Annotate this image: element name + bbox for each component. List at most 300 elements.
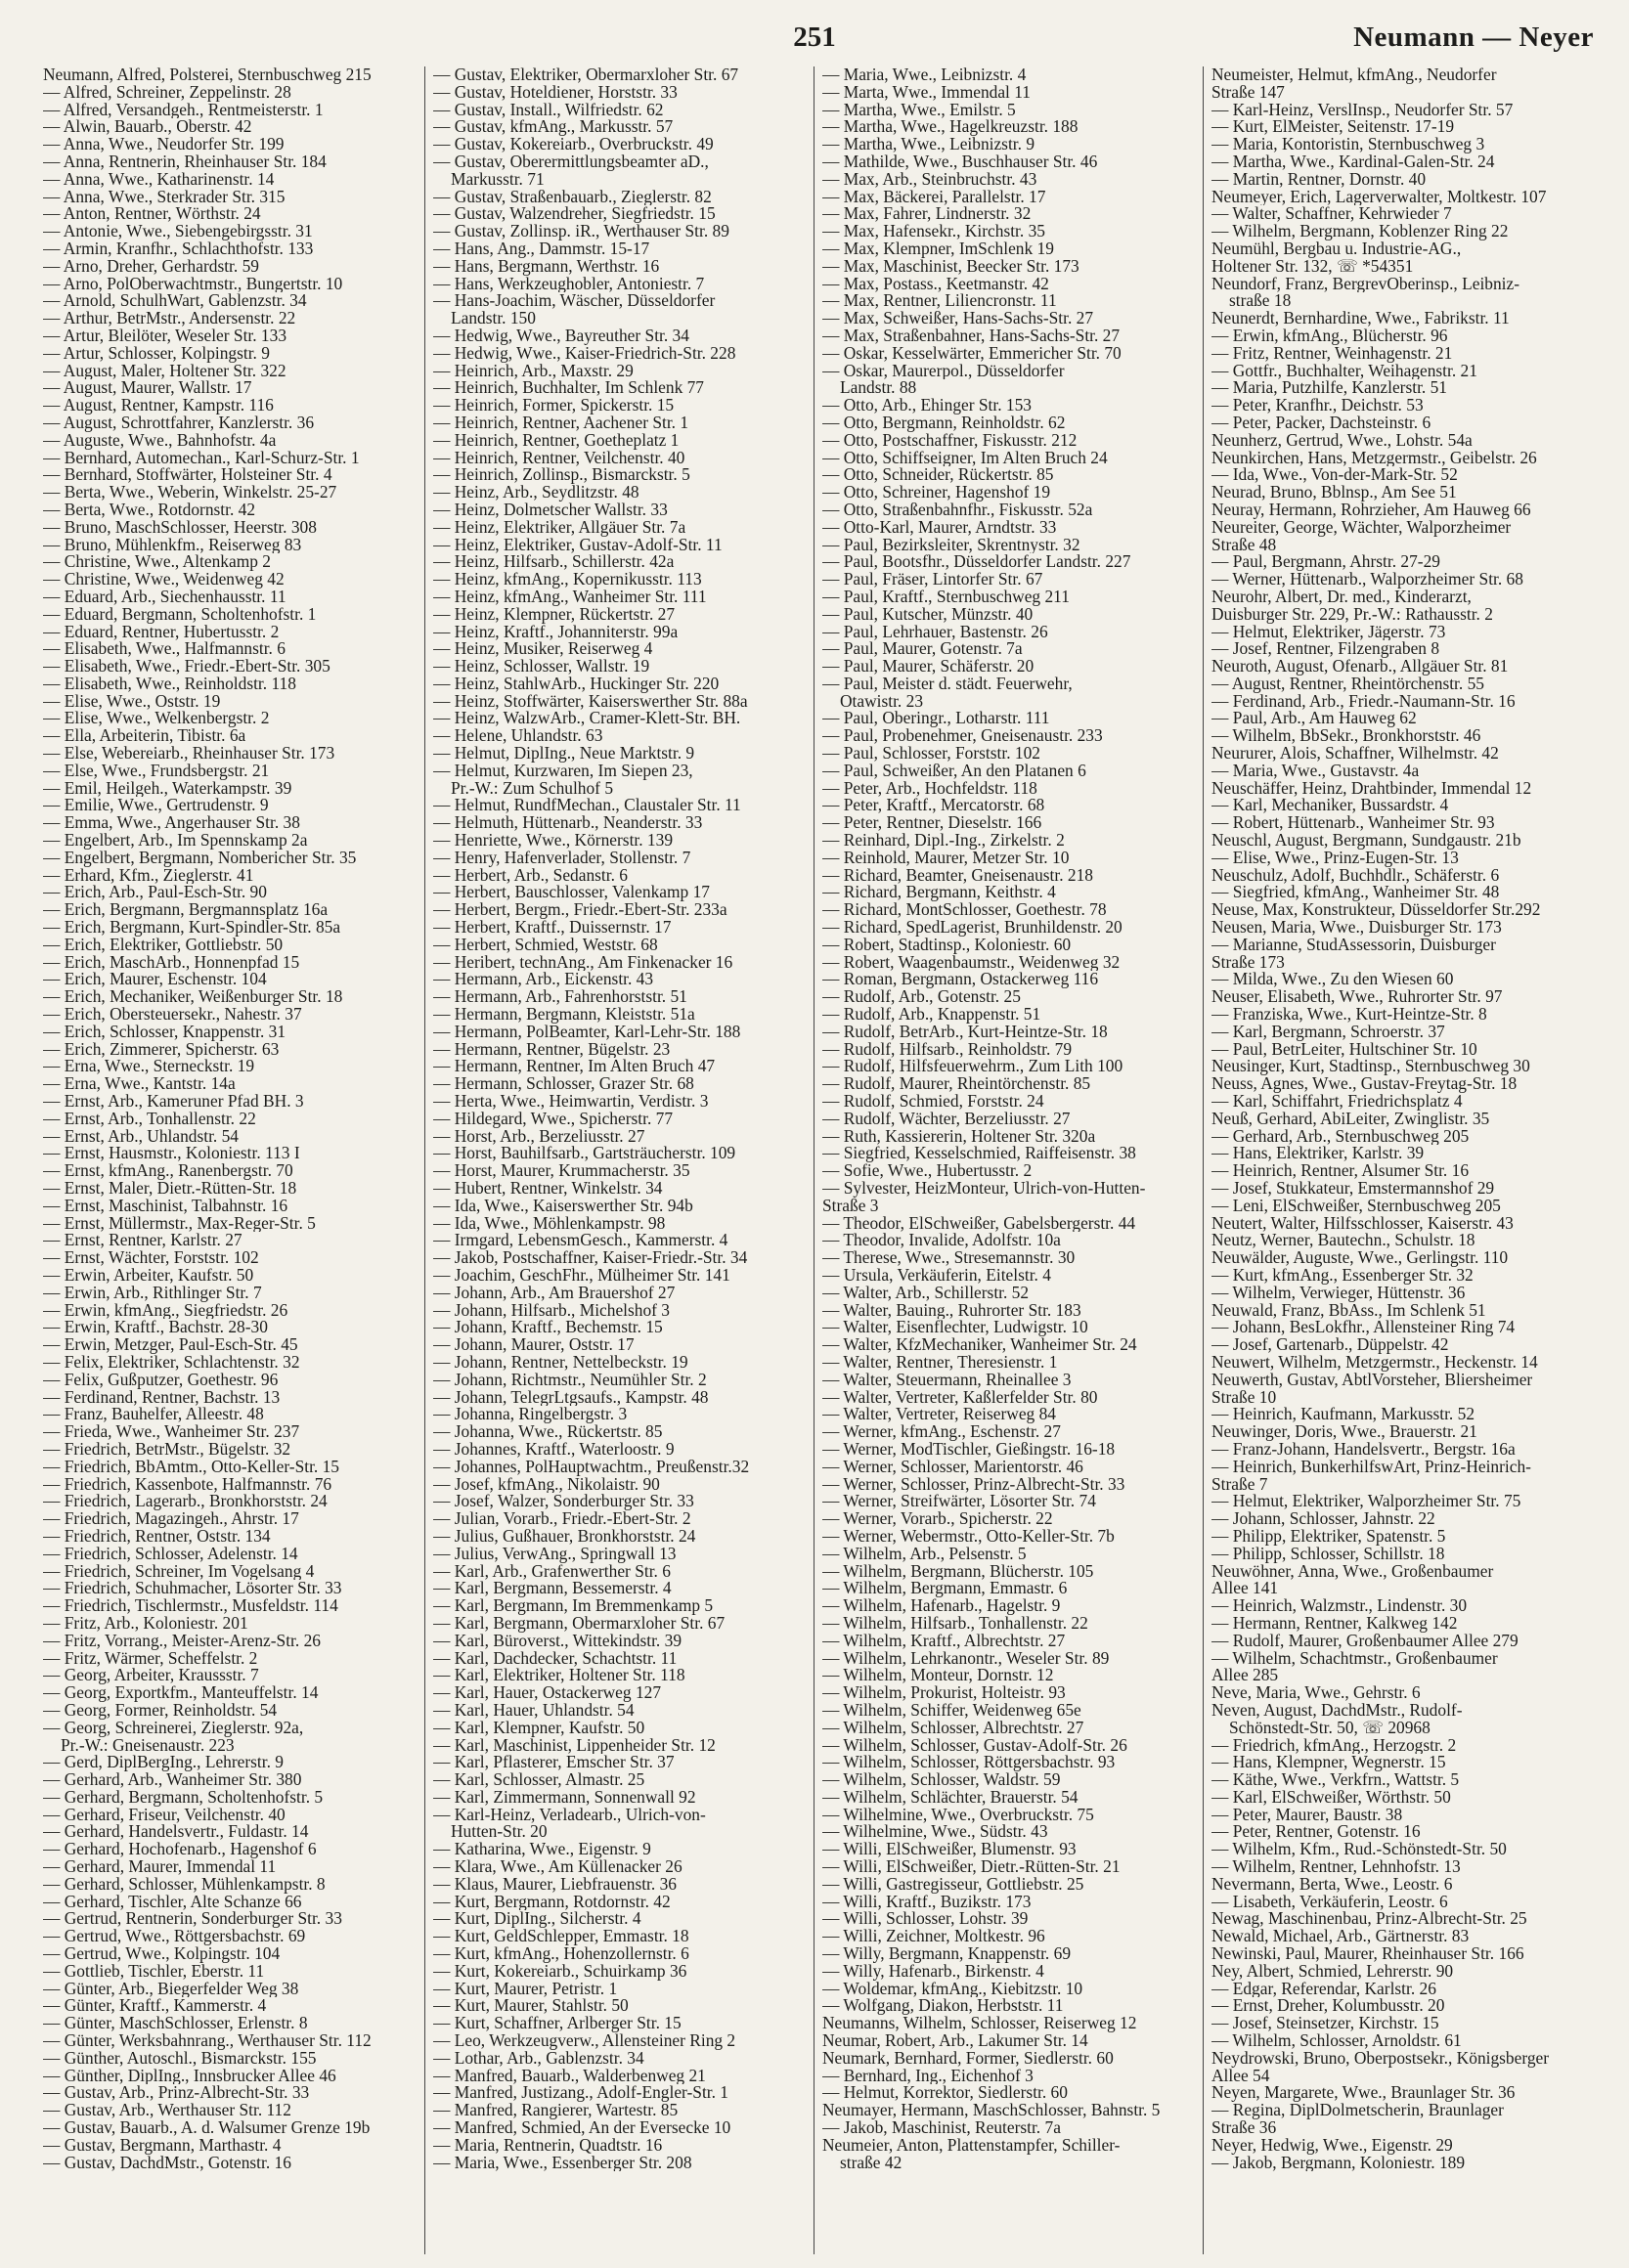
directory-entry: — Ernst, Maschinist, Talbahnstr. 16 xyxy=(43,1197,288,1215)
directory-entry: — Jakob, Bergmann, Koloniestr. 189 xyxy=(1211,2154,1466,2172)
directory-entry: — Heinz, WalzwArb., Cramer-Klett-Str. BH. xyxy=(433,710,741,728)
directory-entry: — Robert, Stadtinsp., Koloniestr. 60 xyxy=(822,936,1072,954)
directory-entry: — Friedrich, Schlosser, Adelenstr. 14 xyxy=(43,1545,298,1563)
directory-entry: — Erwin, kfmAng., Siegfriedstr. 26 xyxy=(43,1301,288,1320)
directory-entry: — Wilhelm, Schlosser, Röttgersbachstr. 93 xyxy=(822,1754,1116,1772)
directory-entry: — Hans, Bergmann, Werthstr. 16 xyxy=(433,257,660,276)
directory-entry: — Friedrich, BetrMstr., Bügelstr. 32 xyxy=(43,1440,291,1459)
directory-entry: — Jakob, Maschinist, Reuterstr. 7a xyxy=(822,2119,1061,2137)
directory-entry: — Helmut, Korrektor, Siedlerstr. 60 xyxy=(822,2084,1068,2103)
directory-entry: — Karl, Arb., Grafenwerther Str. 6 xyxy=(433,1562,671,1581)
directory-entry: — Gerhard, Bergmann, Scholtenhofstr. 5 xyxy=(43,1788,324,1807)
directory-entry: — Gustav, Zollinsp. iR., Werthauser Str. 89 xyxy=(433,223,729,240)
directory-entry: — Georg, Former, Reinholdstr. 54 xyxy=(43,1701,278,1720)
directory-entry: — Josef, Steinsetzer, Kirchstr. 15 xyxy=(1211,2015,1439,2033)
directory-entry: — Ernst, Wächter, Forststr. 102 xyxy=(43,1249,259,1267)
directory-entry: — Max, Maschinist, Beecker Str. 173 xyxy=(822,257,1079,276)
directory-entry: — Engelbert, Arb., Im Spennskamp 2a xyxy=(43,832,308,850)
directory-entry: — Karl, Schlosser, Almastr. 25 xyxy=(433,1771,645,1789)
directory-entry: — Franz, Bauhelfer, Alleestr. 48 xyxy=(43,1406,264,1424)
directory-entry: Neve, Maria, Wwe., Gehrstr. 6 xyxy=(1211,1684,1421,1702)
directory-entry: — Emil, Heilgeh., Waterkampstr. 39 xyxy=(43,779,292,798)
directory-entry: — Ferdinand, Arb., Friedr.-Naumann-Str. 16 xyxy=(1211,692,1516,711)
directory-columns xyxy=(35,66,1594,2254)
directory-entry: — Paul, Lehrhauer, Bastenstr. 26 xyxy=(822,623,1048,641)
directory-entry: — Walter, Rentner, Theresienstr. 1 xyxy=(822,1353,1058,1372)
directory-entry: — Alfred, Schreiner, Zeppelinstr. 28 xyxy=(43,83,291,102)
directory-entry: — Kurt, Schaffner, Arlberger Str. 15 xyxy=(433,2015,682,2033)
directory-entry: — Auguste, Wwe., Bahnhofstr. 4a xyxy=(43,431,277,450)
directory-entry: — Peter, Rentner, Gotenstr. 16 xyxy=(1211,1823,1421,1842)
directory-entry: — Günter, MaschSchlosser, Erlenstr. 8 xyxy=(43,2015,308,2033)
directory-entry: Neven, August, DachdMstr., Rudolf- xyxy=(1211,1701,1463,1720)
directory-entry: — Friedrich, Schreiner, Im Vogelsang 4 xyxy=(43,1562,315,1581)
directory-entry: — Walter, KfzMechaniker, Wanheimer Str. 24 xyxy=(822,1336,1137,1354)
directory-entry: Neunherz, Gertrud, Wwe., Lohstr. 54a xyxy=(1211,431,1473,450)
directory-entry: — Franz-Johann, Handelsvertr., Bergstr. 16a xyxy=(1211,1440,1516,1459)
directory-entry: — Georg, Arbeiter, Kraussstr. 7 xyxy=(43,1667,259,1685)
directory-entry: — Woldemar, kfmAng., Kiebitzstr. 10 xyxy=(822,1980,1083,1998)
directory-entry: — Georg, Exportkfm., Manteuffelstr. 14 xyxy=(43,1684,319,1702)
directory-entry: — Heinz, Dolmetscher Wallstr. 33 xyxy=(433,501,668,519)
directory-entry: Neumayer, Hermann, MaschSchlosser, Bahnstr. 5 xyxy=(822,2102,1161,2120)
directory-entry: — Felix, Elektriker, Schlachtenstr. 32 xyxy=(43,1353,300,1372)
directory-entry: — Anna, Wwe., Katharinenstr. 14 xyxy=(43,170,275,189)
directory-entry: — Erwin, Metzger, Paul-Esch-Str. 45 xyxy=(43,1336,298,1354)
directory-entry: — Ernst, Arb., Tonhallenstr. 22 xyxy=(43,1110,256,1128)
directory-entry: — Paul, Fräser, Lintorfer Str. 67 xyxy=(822,571,1043,589)
directory-entry: — Engelbert, Bergmann, Nombericher Str. 35 xyxy=(43,849,357,867)
directory-entry: — Ruth, Kassiererin, Holtener Str. 320a xyxy=(822,1127,1096,1146)
directory-entry: — Hermann, Arb., Eickenstr. 43 xyxy=(433,971,654,989)
directory-entry: — Walter, Schaffner, Kehrwieder 7 xyxy=(1211,205,1452,224)
directory-entry: — Rudolf, Hilfsarb., Reinholdstr. 79 xyxy=(822,1040,1073,1059)
directory-entry: — Heinz, Musiker, Reiserweg 4 xyxy=(433,640,653,659)
directory-entry: — Willi, Kraftf., Buzikstr. 173 xyxy=(822,1893,1032,1911)
directory-entry: — Heinz, kfmAng., Kopernikusstr. 113 xyxy=(433,571,702,589)
directory-entry: — Maria, Putzhilfe, Kanzlerstr. 51 xyxy=(1211,379,1447,398)
directory-entry: — Karl, Bergmann, Schroerstr. 37 xyxy=(1211,1023,1445,1041)
directory-entry: Straße 36 xyxy=(1211,2119,1277,2137)
directory-entry: — Arno, Dreher, Gerhardstr. 59 xyxy=(43,257,259,276)
directory-entry: — Rudolf, Maurer, Rheintörchenstr. 85 xyxy=(822,1075,1091,1094)
directory-entry: — Günther, DiplIng., Innsbrucker Allee 46 xyxy=(43,2067,336,2085)
directory-entry: — Karl, Mechaniker, Bussardstr. 4 xyxy=(1211,797,1449,815)
directory-entry: — Therese, Wwe., Stresemannstr. 30 xyxy=(822,1249,1076,1267)
directory-entry: — Wilhelm, Kfm., Rud.-Schönstedt-Str. 50 xyxy=(1211,1841,1507,1859)
directory-entry: — Richard, Beamter, Gneisenaustr. 218 xyxy=(822,866,1094,885)
directory-entry: — Walter, Vertreter, Reiserweg 84 xyxy=(822,1406,1056,1424)
directory-entry: — Johann, Rentner, Nettelbeckstr. 19 xyxy=(433,1353,688,1372)
directory-entry: — Ursula, Verkäuferin, Eitelstr. 4 xyxy=(822,1266,1051,1285)
directory-entry: — Rudolf, Arb., Gotenstr. 25 xyxy=(822,988,1021,1007)
directory-entry: — August, Rentner, Rheintörchenstr. 55 xyxy=(1211,675,1484,693)
directory-entry: — Willy, Bergmann, Knappenstr. 69 xyxy=(822,1945,1072,1963)
directory-entry: — Emma, Wwe., Angerhauser Str. 38 xyxy=(43,814,300,833)
directory-entry: — Karl, Elektriker, Holtener Str. 118 xyxy=(433,1667,685,1685)
directory-entry: — Martha, Wwe., Emilstr. 5 xyxy=(822,101,1016,119)
directory-entry: — Max, Rentner, Liliencronstr. 11 xyxy=(822,292,1057,311)
directory-entry: — Johann, Schlosser, Jahnstr. 22 xyxy=(1211,1510,1435,1528)
directory-entry: — Elisabeth, Wwe., Halfmannstr. 6 xyxy=(43,640,286,659)
directory-entry: — Gerhard, Tischler, Alte Schanze 66 xyxy=(43,1893,302,1911)
directory-entry: — Erich, Elektriker, Gottliebstr. 50 xyxy=(43,936,284,954)
directory-entry: — Siegfried, Kesselschmied, Raiffeisenstr. 38 xyxy=(822,1145,1136,1163)
directory-entry: — Heinz, StahlwArb., Huckinger Str. 220 xyxy=(433,675,720,693)
directory-entry: — Josef, kfmAng., Nikolaistr. 90 xyxy=(433,1475,660,1494)
directory-entry: — Peter, Kranfhr., Deichstr. 53 xyxy=(1211,397,1424,414)
directory-entry: — Mathilde, Wwe., Buschhauser Str. 46 xyxy=(822,153,1098,171)
directory-entry: — Fritz, Arb., Koloniestr. 201 xyxy=(43,1614,248,1633)
directory-entry: — Manfred, Bauarb., Walderbenweg 21 xyxy=(433,2067,706,2085)
directory-entry: — Hermann, PolBeamter, Karl-Lehr-Str. 188 xyxy=(433,1023,741,1041)
directory-entry: — Willy, Hafenarb., Birkenstr. 4 xyxy=(822,1962,1044,1981)
directory-entry: — Rudolf, Arb., Knappenstr. 51 xyxy=(822,1006,1041,1024)
directory-entry: — Friedrich, Tischlermstr., Musfeldstr. 114 xyxy=(43,1597,338,1615)
directory-entry: — Hermann, Schlosser, Grazer Str. 68 xyxy=(433,1075,694,1094)
directory-entry: — Walter, Steuermann, Rheinallee 3 xyxy=(822,1371,1072,1389)
directory-entry: — Peter, Arb., Hochfeldstr. 118 xyxy=(822,779,1037,798)
directory-entry: — Leni, ElSchweißer, Sternbuschweg 205 xyxy=(1211,1197,1501,1215)
directory-entry: Neuwerth, Gustav, AbtlVorsteher, Bliersheimer xyxy=(1211,1371,1533,1389)
directory-entry: Straße 173 xyxy=(1211,953,1285,972)
directory-entry: — Regina, DiplDolmetscherin, Braunlager xyxy=(1211,2102,1504,2120)
directory-entry: — Reinhold, Maurer, Metzer Str. 10 xyxy=(822,849,1070,867)
directory-entry: — Theodor, ElSchweißer, Gabelsbergerstr. 44 xyxy=(822,1214,1136,1233)
directory-entry: — Helmuth, Hüttenarb., Neanderstr. 33 xyxy=(433,814,703,833)
directory-entry: — Willi, ElSchweißer, Blumenstr. 93 xyxy=(822,1841,1077,1859)
directory-entry: — Bruno, Mühlenkfm., Reiserweg 83 xyxy=(43,536,302,554)
directory-entry: — Max, Arb., Steinbruchstr. 43 xyxy=(822,170,1037,189)
directory-entry: — Johann, TelegrLtgsaufs., Kampstr. 48 xyxy=(433,1388,709,1407)
directory-entry: — Max, Straßenbahner, Hans-Sachs-Str. 27 xyxy=(822,327,1121,345)
directory-entry: — Helmut, Kurzwaren, Im Siepen 23, xyxy=(433,762,693,780)
directory-entry: — Karl, ElSchweißer, Wörthstr. 50 xyxy=(1211,1788,1451,1807)
directory-entry: — Johann, Kraftf., Bechemstr. 15 xyxy=(433,1319,663,1337)
directory-entry: straße 42 xyxy=(840,2154,903,2172)
directory-entry: — Bernhard, Automechan., Karl-Schurz-Str. 1 xyxy=(43,449,360,467)
directory-entry: — Gustav, Bauarb., A. d. Walsumer Grenze 19b xyxy=(43,2119,371,2137)
directory-entry: — Gerhard, Handelsvertr., Fuldastr. 14 xyxy=(43,1823,309,1842)
directory-entry: Neureiter, George, Wächter, Walporzheimer xyxy=(1211,518,1512,537)
directory-entry: — Marta, Wwe., Immendal 11 xyxy=(822,83,1031,102)
directory-entry: — Wilhelm, Bergmann, Emmastr. 6 xyxy=(822,1580,1068,1598)
directory-entry: — Arthur, BetrMstr., Andersenstr. 22 xyxy=(43,310,296,327)
directory-entry: — Erich, Zimmerer, Spicherstr. 63 xyxy=(43,1040,280,1059)
directory-entry: — Karl, Büroverst., Wittekindstr. 39 xyxy=(433,1632,682,1650)
directory-entry: — Erwin, kfmAng., Blücherstr. 96 xyxy=(1211,327,1448,345)
directory-entry: Neunerdt, Bernhardine, Wwe., Fabrikstr. 11 xyxy=(1211,310,1510,327)
directory-entry: — Heinrich, Rentner, Goetheplatz 1 xyxy=(433,431,680,450)
directory-entry: — Heinz, kfmAng., Wanheimer Str. 111 xyxy=(433,588,707,606)
directory-entry: Duisburger Str. 229, Pr.-W.: Rathausstr. 2 xyxy=(1211,605,1493,624)
directory-entry: — Karl, Klempner, Kaufstr. 50 xyxy=(433,1719,645,1737)
directory-entry: — Friedrich, Magazingeh., Ahrstr. 17 xyxy=(43,1510,299,1528)
directory-entry: — Wilhelm, Prokurist, Holteistr. 93 xyxy=(822,1684,1066,1702)
directory-entry: — Erna, Wwe., Kantstr. 14a xyxy=(43,1075,236,1094)
directory-entry: — Joachim, GeschFhr., Mülheimer Str. 141 xyxy=(433,1266,730,1285)
directory-entry: Landstr. 88 xyxy=(840,379,917,398)
directory-entry: straße 18 xyxy=(1229,292,1292,311)
directory-entry: — Rudolf, BetrArb., Kurt-Heintze-Str. 18 xyxy=(822,1023,1108,1041)
directory-entry: — Otto, Arb., Ehinger Str. 153 xyxy=(822,397,1032,414)
directory-entry: — Alfred, Versandgeh., Rentmeisterstr. 1 xyxy=(43,101,324,119)
directory-entry: — Paul, Oberingr., Lotharstr. 111 xyxy=(822,710,1050,728)
directory-entry: — Eduard, Bergmann, Scholtenhofstr. 1 xyxy=(43,605,317,624)
directory-entry: Neuwälder, Auguste, Wwe., Gerlingstr. 110 xyxy=(1211,1249,1509,1267)
directory-entry: — Maria, Wwe., Essenberger Str. 208 xyxy=(433,2154,692,2172)
directory-entry: — Wilhelm, Lehrkanontr., Weseler Str. 89 xyxy=(822,1649,1110,1668)
directory-entry: — Martha, Wwe., Hagelkreuzstr. 188 xyxy=(822,118,1079,137)
directory-entry: — Katharina, Wwe., Eigenstr. 9 xyxy=(433,1841,651,1859)
directory-entry: — Erwin, Arb., Rithlinger Str. 7 xyxy=(43,1284,262,1302)
directory-entry: Newinski, Paul, Maurer, Rheinhauser Str. 166 xyxy=(1211,1945,1524,1963)
directory-entry: — Anton, Rentner, Wörthstr. 24 xyxy=(43,205,261,224)
directory-entry: — Wilhelm, Schiffer, Weidenweg 65e xyxy=(822,1701,1081,1720)
directory-entry: — Fritz, Wärmer, Scheffelstr. 2 xyxy=(43,1649,258,1668)
running-head: Neumann — Neyer xyxy=(1353,22,1594,53)
directory-entry: Neuroth, August, Ofenarb., Allgäuer Str. 81 xyxy=(1211,658,1509,676)
directory-entry: Otawistr. 23 xyxy=(840,692,924,711)
directory-entry: — Johann, Arb., Am Brauershof 27 xyxy=(433,1284,676,1302)
directory-entry: — Paul, Kutscher, Münzstr. 40 xyxy=(822,605,1034,624)
directory-entry: — Kurt, kfmAng., Hohenzollernstr. 6 xyxy=(433,1945,689,1963)
directory-entry: — Walter, Vertreter, Kaßlerfelder Str. 80 xyxy=(822,1388,1098,1407)
directory-entry: — Maria, Kontoristin, Sternbuschweg 3 xyxy=(1211,136,1485,153)
directory-entry: — Elisabeth, Wwe., Friedr.-Ebert-Str. 305 xyxy=(43,658,330,676)
directory-entry: — Herbert, Arb., Sedanstr. 6 xyxy=(433,866,628,885)
directory-entry: — Paul, Maurer, Gotenstr. 7a xyxy=(822,640,1023,659)
directory-entry: — Philipp, Schlosser, Schillstr. 18 xyxy=(1211,1545,1445,1563)
directory-entry: — Fritz, Vorrang., Meister-Arenz-Str. 26 xyxy=(43,1632,321,1650)
directory-entry: — Käthe, Wwe., Verkfrn., Wattstr. 5 xyxy=(1211,1771,1460,1789)
directory-entry: — Max, Fahrer, Lindnerstr. 32 xyxy=(822,205,1032,224)
directory-entry: — Karl, Pflasterer, Emscher Str. 37 xyxy=(433,1754,675,1772)
directory-entry: Neumar, Robert, Arb., Lakumer Str. 14 xyxy=(822,2032,1088,2050)
directory-entry: Neumanns, Wilhelm, Schlosser, Reiserweg 12 xyxy=(822,2015,1137,2033)
directory-entry: — Kurt, kfmAng., Essenberger Str. 32 xyxy=(1211,1266,1474,1285)
directory-entry: — Roman, Bergmann, Ostackerweg 116 xyxy=(822,971,1099,989)
directory-entry: — Erhard, Kfm., Zieglerstr. 41 xyxy=(43,866,254,885)
directory-entry: — Gerhard, Hochofenarb., Hagenshof 6 xyxy=(43,1841,317,1859)
directory-entry: — Horst, Maurer, Krummacherstr. 35 xyxy=(433,1162,690,1180)
directory-entry: — Rudolf, Schmied, Forststr. 24 xyxy=(822,1093,1044,1111)
directory-entry: — Else, Wwe., Frundsbergstr. 21 xyxy=(43,762,270,780)
directory-column xyxy=(424,66,814,2254)
directory-entry: Straße 10 xyxy=(1211,1388,1277,1407)
directory-entry: Straße 3 xyxy=(822,1197,879,1215)
directory-entry: — Heinz, Hilfsarb., Schillerstr. 42a xyxy=(433,553,675,572)
directory-entry: — Elise, Wwe., Oststr. 19 xyxy=(43,692,221,711)
directory-entry: Allee 141 xyxy=(1211,1580,1279,1598)
directory-entry: — Herbert, Bauschlosser, Valenkamp 17 xyxy=(433,884,710,902)
directory-entry: — Rudolf, Hilfsfeuerwehrm., Zum Lith 100 xyxy=(822,1058,1123,1076)
directory-entry: — Kurt, Maurer, Stahlstr. 50 xyxy=(433,1997,629,2016)
directory-entry: — Erich, Obersteuersekr., Nahestr. 37 xyxy=(43,1006,302,1024)
directory-entry: Neuwald, Franz, BbAss., Im Schlenk 51 xyxy=(1211,1301,1486,1320)
directory-entry: — Helmut, RundfMechan., Claustaler Str. 11 xyxy=(433,797,741,815)
directory-entry: — Ernst, Dreher, Kolumbusstr. 20 xyxy=(1211,1997,1445,2016)
directory-entry: — August, Maurer, Wallstr. 17 xyxy=(43,379,252,398)
directory-entry: — Heinrich, Rentner, Aachener Str. 1 xyxy=(433,414,689,432)
directory-entry: — Erna, Wwe., Sterneckstr. 19 xyxy=(43,1058,255,1076)
directory-entry: — Kurt, GeldSchlepper, Emmastr. 18 xyxy=(433,1928,689,1946)
directory-entry: — Helmut, Elektriker, Walporzheimer Str. 75 xyxy=(1211,1493,1521,1511)
directory-entry: — Paul, Kraftf., Sternbuschweg 211 xyxy=(822,588,1070,606)
directory-entry: — Ferdinand, Rentner, Bachstr. 13 xyxy=(43,1388,281,1407)
directory-entry: — Günter, Arb., Biegerfelder Weg 38 xyxy=(43,1980,299,1998)
directory-entry: — Maria, Wwe., Gustavstr. 4a xyxy=(1211,762,1420,780)
directory-entry: Neundorf, Franz, BergrevOberinsp., Leibniz- xyxy=(1211,275,1520,293)
directory-entry: — Paul, Schlosser, Forststr. 102 xyxy=(822,745,1040,763)
directory-entry: Neusen, Maria, Wwe., Duisburger Str. 173 xyxy=(1211,919,1502,937)
directory-entry: — Erich, Arb., Paul-Esch-Str. 90 xyxy=(43,884,267,902)
directory-entry: — August, Maler, Holtener Str. 322 xyxy=(43,362,286,380)
directory-entry: — Wilhelm, Schlosser, Gustav-Adolf-Str. 26 xyxy=(822,1736,1127,1755)
directory-entry: Neuß, Gerhard, AbiLeiter, Zwinglistr. 35 xyxy=(1211,1110,1490,1128)
directory-entry: — Otto, Schneider, Rückertstr. 85 xyxy=(822,466,1054,485)
directory-entry: — Willi, Schlosser, Lohstr. 39 xyxy=(822,1910,1029,1929)
page-header xyxy=(35,18,1594,57)
directory-entry: — Karl, Dachdecker, Schachtstr. 11 xyxy=(433,1649,678,1668)
directory-entry: — Julius, VerwAng., Springwall 13 xyxy=(433,1545,677,1563)
directory-entry: — Heinz, Klempner, Rückertstr. 27 xyxy=(433,605,676,624)
directory-entry: — Eduard, Arb., Siechenhausstr. 11 xyxy=(43,588,286,606)
directory-entry: — Felix, Gußputzer, Goethestr. 96 xyxy=(43,1371,279,1389)
directory-entry: — Erich, Mechaniker, Weißenburger Str. 18 xyxy=(43,988,343,1007)
directory-entry: — Karl, Bergmann, Obermarxloher Str. 67 xyxy=(433,1614,726,1633)
directory-entry: — August, Schrottfahrer, Kanzlerstr. 36 xyxy=(43,414,315,432)
directory-entry: — Werner, Webermstr., Otto-Keller-Str. 7b xyxy=(822,1527,1115,1546)
directory-entry: — Irmgard, LebensmGesch., Kammerstr. 4 xyxy=(433,1232,728,1250)
directory-entry: — Wilhelm, Rentner, Lehnhofstr. 13 xyxy=(1211,1858,1461,1876)
directory-entry: — Ernst, kfmAng., Ranenbergstr. 70 xyxy=(43,1162,293,1180)
directory-entry: — Gustav, Straßenbauarb., Zieglerstr. 82 xyxy=(433,188,712,206)
directory-entry: — Johann, Maurer, Oststr. 17 xyxy=(433,1336,635,1354)
directory-entry: — Max, Bäckerei, Parallelstr. 17 xyxy=(822,188,1046,206)
directory-entry: — Martha, Wwe., Kardinal-Galen-Str. 24 xyxy=(1211,153,1495,171)
directory-entry: Newald, Michael, Arb., Gärtnerstr. 83 xyxy=(1211,1928,1470,1946)
directory-entry: — Helmut, DiplIng., Neue Marktstr. 9 xyxy=(433,745,695,763)
directory-entry: — Else, Webereiarb., Rheinhauser Str. 173 xyxy=(43,745,335,763)
directory-entry: — Gerhard, Schlosser, Mühlenkampstr. 8 xyxy=(43,1875,326,1894)
directory-entry: — Karl, Bergmann, Bessemerstr. 4 xyxy=(433,1580,672,1598)
directory-entry: — Josef, Rentner, Filzengraben 8 xyxy=(1211,640,1440,659)
directory-column xyxy=(35,66,424,2254)
directory-entry: — Erich, Maurer, Eschenstr. 104 xyxy=(43,971,267,989)
directory-entry: — Max, Hafensekr., Kirchstr. 35 xyxy=(822,223,1045,240)
directory-entry: — Julian, Vorarb., Friedr.-Ebert-Str. 2 xyxy=(433,1510,691,1528)
directory-entry: — Willi, Gastregisseur, Gottliebstr. 25 xyxy=(822,1875,1084,1894)
directory-entry: — Karl-Heinz, VerslInsp., Neudorfer Str. 57 xyxy=(1211,101,1514,119)
directory-entry: — Artur, Schlosser, Kolpingstr. 9 xyxy=(43,344,270,363)
directory-entry: — Friedrich, Kassenbote, Halfmannstr. 76 xyxy=(43,1475,332,1494)
directory-entry: — Gertrud, Rentnerin, Sonderburger Str. 33 xyxy=(43,1910,342,1929)
directory-entry: — Emilie, Wwe., Gertrudenstr. 9 xyxy=(43,797,269,815)
directory-entry: — Ella, Arbeiterin, Tibistr. 6a xyxy=(43,727,246,746)
directory-entry: — Rudolf, Wächter, Berzeliusstr. 27 xyxy=(822,1110,1071,1128)
directory-entry: — Gustav, Hoteldiener, Horststr. 33 xyxy=(433,83,678,102)
directory-entry: — Gerhard, Arb., Sternbuschweg 205 xyxy=(1211,1127,1470,1146)
directory-entry: — Richard, SpedLagerist, Brunhildenstr. 20 xyxy=(822,919,1123,937)
directory-entry: Neydrowski, Bruno, Oberpostsekr., Königsberger xyxy=(1211,2049,1550,2068)
directory-entry: — Josef, Walzer, Sonderburger Str. 33 xyxy=(433,1493,694,1511)
directory-entry: — Wilhelm, Hilfsarb., Tonhallenstr. 22 xyxy=(822,1614,1088,1633)
directory-entry: — Arno, PolOberwachtmstr., Bungertstr. 10 xyxy=(43,275,343,293)
directory-entry: — Helene, Uhlandstr. 63 xyxy=(433,727,603,746)
directory-entry: — Karl, Hauer, Ostackerweg 127 xyxy=(433,1684,662,1702)
directory-entry: — Wilhelm, BbSekr., Bronkhorststr. 46 xyxy=(1211,727,1481,746)
directory-entry: — Friedrich, BbAmtm., Otto-Keller-Str. 15 xyxy=(43,1458,339,1476)
directory-entry: — Franziska, Wwe., Kurt-Heintze-Str. 8 xyxy=(1211,1006,1487,1024)
directory-entry: — Willi, ElSchweißer, Dietr.-Rütten-Str. 21 xyxy=(822,1858,1121,1876)
directory-entry: — Leo, Werkzeugverw., Allensteiner Ring 2 xyxy=(433,2032,736,2050)
directory-entry: — Heinrich, Former, Spickerstr. 15 xyxy=(433,397,675,414)
directory-entry: — Philipp, Elektriker, Spatenstr. 5 xyxy=(1211,1527,1446,1546)
directory-entry: — Wilhelmine, Wwe., Südstr. 43 xyxy=(822,1823,1048,1842)
directory-entry: Neumühl, Bergbau u. Industrie-AG., xyxy=(1211,240,1462,258)
directory-entry: — Wilhelm, Schlächter, Brauerstr. 54 xyxy=(822,1788,1079,1807)
directory-entry: — Heinz, Elektriker, Gustav-Adolf-Str. 11 xyxy=(433,536,723,554)
directory-entry: — Berta, Wwe., Weberin, Winkelstr. 25-27 xyxy=(43,484,337,502)
directory-entry: — Otto, Bergmann, Reinholdstr. 62 xyxy=(822,414,1066,432)
directory-entry: — Paul, Bergmann, Ahrstr. 27-29 xyxy=(1211,553,1440,572)
directory-entry: — Werner, kfmAng., Eschenstr. 27 xyxy=(822,1423,1061,1441)
directory-entry: — Martin, Rentner, Dornstr. 40 xyxy=(1211,170,1427,189)
directory-entry: — Heinrich, Kaufmann, Markusstr. 52 xyxy=(1211,1406,1475,1424)
directory-entry: — Heinz, Elektriker, Allgäuer Str. 7a xyxy=(433,518,686,537)
directory-entry: — Hedwig, Wwe., Kaiser-Friedrich-Str. 228 xyxy=(433,344,736,363)
directory-entry: Allee 54 xyxy=(1211,2067,1270,2085)
directory-entry: — Wilhelm, Schlosser, Waldstr. 59 xyxy=(822,1771,1061,1789)
directory-entry: — Gerhard, Friseur, Veilchenstr. 40 xyxy=(43,1806,286,1824)
directory-entry: — Artur, Bleilöter, Weseler Str. 133 xyxy=(43,327,287,345)
directory-entry: — Heinz, Arb., Seydlitzstr. 48 xyxy=(433,484,639,502)
directory-entry: Hutten-Str. 20 xyxy=(451,1823,548,1842)
directory-entry: — Otto, Schreiner, Hagenshof 19 xyxy=(822,484,1051,502)
directory-entry: Neumeyer, Erich, Lagerverwalter, Moltkestr. 107 xyxy=(1211,188,1547,206)
directory-entry: — Hubert, Rentner, Winkelstr. 34 xyxy=(433,1180,663,1198)
directory-entry: Neuray, Hermann, Rohrzieher, Am Hauweg 66 xyxy=(1211,501,1531,519)
directory-entry: — Lisabeth, Verkäuferin, Leostr. 6 xyxy=(1211,1893,1448,1911)
directory-entry: — Werner, Schlosser, Marientorstr. 46 xyxy=(822,1458,1083,1476)
directory-entry: — Erwin, Arbeiter, Kaufstr. 50 xyxy=(43,1266,254,1285)
directory-entry: — Ernst, Müllermstr., Max-Reger-Str. 5 xyxy=(43,1214,316,1233)
directory-entry: — Erich, Schlosser, Knappenstr. 31 xyxy=(43,1023,286,1041)
directory-entry: — Gustav, Install., Wilfriedstr. 62 xyxy=(433,101,664,119)
directory-entry: — Friedrich, Rentner, Oststr. 134 xyxy=(43,1527,271,1546)
directory-entry: — Karl, Schiffahrt, Friedrichsplatz 4 xyxy=(1211,1093,1463,1111)
directory-entry: — Horst, Arb., Berzeliusstr. 27 xyxy=(433,1127,645,1146)
directory-entry: — Robert, Waagenbaumstr., Weidenweg 32 xyxy=(822,953,1121,972)
directory-entry: — Paul, Meister d. städt. Feuerwehr, xyxy=(822,675,1073,693)
directory-entry: — Oskar, Kesselwärter, Emmericher Str. 70 xyxy=(822,344,1122,363)
directory-entry: — Maria, Wwe., Leibnizstr. 4 xyxy=(822,66,1027,84)
directory-entry: Neurohr, Albert, Dr. med., Kinderarzt, xyxy=(1211,588,1472,606)
directory-entry: — Hermann, Rentner, Bügelstr. 23 xyxy=(433,1040,671,1059)
directory-entry: — Siegfried, kfmAng., Wanheimer Str. 48 xyxy=(1211,884,1500,902)
directory-column xyxy=(1203,66,1592,2254)
directory-entry: — Ida, Wwe., Möhlenkampstr. 98 xyxy=(433,1214,666,1233)
directory-entry: — Friedrich, Lagerarb., Bronkhorststr. 24 xyxy=(43,1493,328,1511)
directory-entry: — Marianne, StudAssessorin, Duisburger xyxy=(1211,936,1496,954)
directory-entry: — Walter, Bauing., Ruhrorter Str. 183 xyxy=(822,1301,1081,1320)
directory-entry: Neumark, Bernhard, Former, Siedlerstr. 60 xyxy=(822,2049,1114,2068)
directory-entry: — Erich, Bergmann, Bergmannsplatz 16a xyxy=(43,901,329,920)
directory-entry: — Wilhelm, Bergmann, Koblenzer Ring 22 xyxy=(1211,223,1509,240)
directory-entry: Neuschulz, Adolf, Buchhdlr., Schäferstr. 6 xyxy=(1211,866,1500,885)
directory-entry: — Hans, Werkzeughobler, Antoniestr. 7 xyxy=(433,275,705,293)
